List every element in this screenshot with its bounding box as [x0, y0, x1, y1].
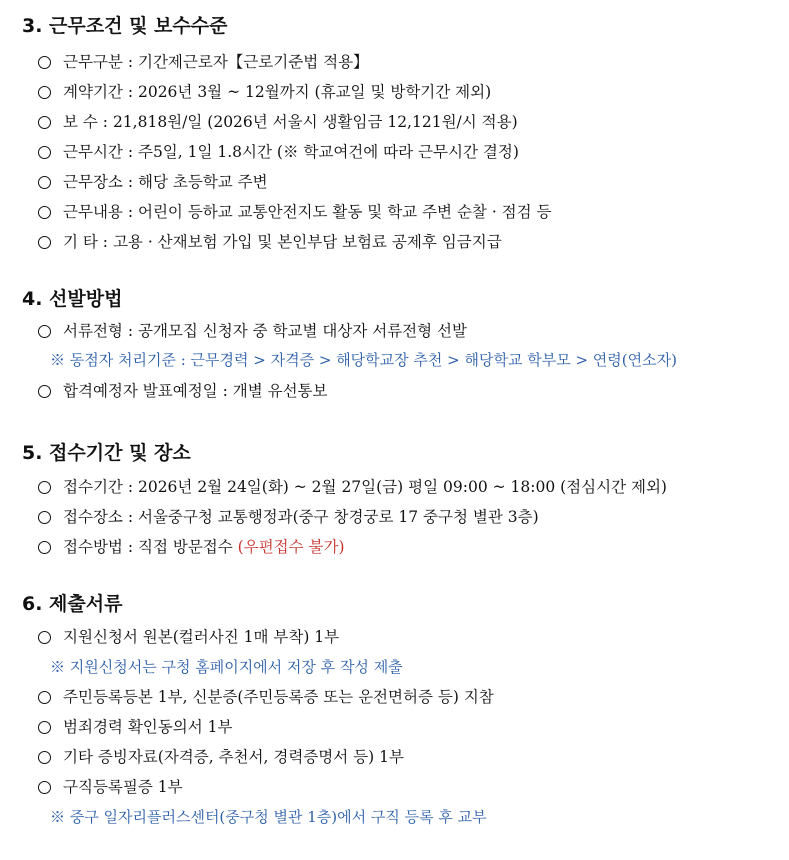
- circle-bullet-icon: [38, 511, 51, 524]
- section-6-item-supporting-docs: 기타 증빙자료(자격증, 추천서, 경력증명서 등) 1부: [38, 744, 404, 770]
- circle-bullet-icon: [38, 176, 51, 189]
- section-3-item-other: 기 타 : 고용 · 산재보험 가입 및 본인부담 보험료 공제후 임금지급: [38, 229, 502, 255]
- circle-bullet-icon: [38, 325, 51, 338]
- section-3-heading: 3. 근무조건 및 보수수준: [22, 15, 228, 37]
- circle-bullet-icon: [38, 86, 51, 99]
- section-5-item-method: 접수방법 : 직접 방문접수 (우편접수 불가): [38, 534, 345, 560]
- section-5-heading: 5. 접수기간 및 장소: [22, 442, 191, 464]
- section-3-item-working-hours: 근무시간 : 주5일, 1일 1.8시간 (※ 학교여건에 따라 근무시간 결정): [38, 139, 519, 165]
- circle-bullet-icon: [38, 631, 51, 644]
- section-4-heading: 4. 선발방법: [22, 288, 123, 310]
- section-5-item-location: 접수장소 : 서울중구청 교통행정과(중구 창경궁로 17 중구청 별관 3층): [38, 504, 539, 530]
- section-6-item-criminal-record: 범죄경력 확인동의서 1부: [38, 714, 232, 740]
- circle-bullet-icon: [38, 385, 51, 398]
- circle-bullet-icon: [38, 781, 51, 794]
- circle-bullet-icon: [38, 691, 51, 704]
- section-3-item-employment-type: 근무구분 : 기간제근로자【근로기준법 적용】: [38, 49, 369, 75]
- circle-bullet-icon: [38, 481, 51, 494]
- no-mail-warning: (우편접수 불가): [237, 538, 345, 556]
- section-3-item-contract-period: 계약기간 : 2026년 3월 ~ 12월까지 (휴교일 및 방학기간 제외): [38, 79, 491, 105]
- circle-bullet-icon: [38, 116, 51, 129]
- circle-bullet-icon: [38, 541, 51, 554]
- section-6-item-resident-register: 주민등록등본 1부, 신분증(주민등록증 또는 운전면허증 등) 지참: [38, 684, 494, 710]
- section-6-heading: 6. 제출서류: [22, 593, 123, 615]
- circle-bullet-icon: [38, 56, 51, 69]
- section-6-application-note: ※ 지원신청서는 구청 홈페이지에서 저장 후 작성 제출: [50, 658, 403, 676]
- section-4-tiebreak-note: ※ 동점자 처리기준 : 근무경력 > 자격증 > 해당학교장 추천 > 해당학교 학부모 > 연령(연소자): [50, 351, 677, 369]
- section-4-item-announcement: 합격예정자 발표예정일 : 개별 유선통보: [38, 378, 328, 404]
- section-3-item-duties: 근무내용 : 어린이 등하교 교통안전지도 활동 및 학교 주변 순찰 · 점검 등: [38, 199, 552, 225]
- section-6-item-job-registration: 구직등록필증 1부: [38, 774, 183, 800]
- section-5-item-period: 접수기간 : 2026년 2월 24일(화) ~ 2월 27일(금) 평일 09:00 ~ 18:00 (점심시간 제외): [38, 474, 667, 500]
- section-3-item-pay: 보 수 : 21,818원/일 (2026년 서울시 생활임금 12,121원/시 적용): [38, 109, 518, 135]
- circle-bullet-icon: [38, 721, 51, 734]
- circle-bullet-icon: [38, 751, 51, 764]
- circle-bullet-icon: [38, 236, 51, 249]
- section-3-item-workplace: 근무장소 : 해당 초등학교 주변: [38, 169, 268, 195]
- section-6-job-center-note: ※ 중구 일자리플러스센터(중구청 별관 1층)에서 구직 등록 후 교부: [50, 808, 487, 826]
- circle-bullet-icon: [38, 146, 51, 159]
- section-4-item-screening: 서류전형 : 공개모집 신청자 중 학교별 대상자 서류전형 선발: [38, 318, 467, 344]
- circle-bullet-icon: [38, 206, 51, 219]
- section-6-item-application: 지원신청서 원본(컬러사진 1매 부착) 1부: [38, 624, 339, 650]
